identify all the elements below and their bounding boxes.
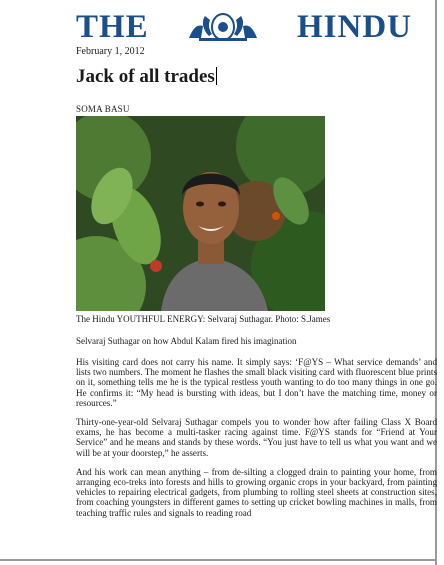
photo-caption: The Hindu YOUTHFUL ENERGY: Selvaraj Suthagar. Photo: S.James [76, 314, 331, 324]
publication-date: February 1, 2012 [76, 46, 145, 57]
masthead-title-left: THE [76, 8, 149, 45]
masthead-title-right: HINDU [296, 8, 412, 45]
article-photo [76, 116, 325, 311]
article-paragraph: And his work can mean anything – from de-silting a clogged drain to painting your home, from arranging eco-treks into forests and hills to growing organic crops in your backyard, from painting vehicles to repairing electrical gadgets, from plumbing to rolling steel sheets at construction sites, from coaching youngsters in different games to setting up cricket bowling machines in malls, from teaching traffic rules and signals to reading road [76, 466, 437, 518]
article-headline [76, 66, 217, 88]
headline-text: Jack of all trades [76, 66, 215, 87]
page-border [0, 559, 437, 561]
author-byline: SOMA BASU [76, 104, 130, 114]
article-body [76, 357, 437, 527]
article-paragraph: Thirty-one-year-old Selvaraj Suthagar compels you to wonder how after failing Class X Board exams, he has become a multi-tasker racing against time. F@YS stands for “Friend at Your Service” and he means and stands by these words. “You just have to tell us what you want and we will be at your doorstep,” he asserts. [76, 417, 437, 458]
portrait-photo [76, 116, 325, 311]
newspaper-masthead [76, 8, 412, 46]
article-paragraph: His visiting card does not carry his name. It simply says: ‘F@YS – What service demands’ and lists two numbers. The moment he flashes the small black visiting card with fluorescent blue prints on it, something tells me he is the typical restless youth wanting to do too many things in one go. He confirms it: “My head is bursting with ideas, but I don’t have the matching time, money or resources.” [76, 357, 437, 408]
emblem-icon [185, 10, 261, 44]
article-intro: Selvaraj Suthagar on how Abdul Kalam fired his imagination [76, 336, 297, 346]
text-cursor [216, 67, 217, 85]
